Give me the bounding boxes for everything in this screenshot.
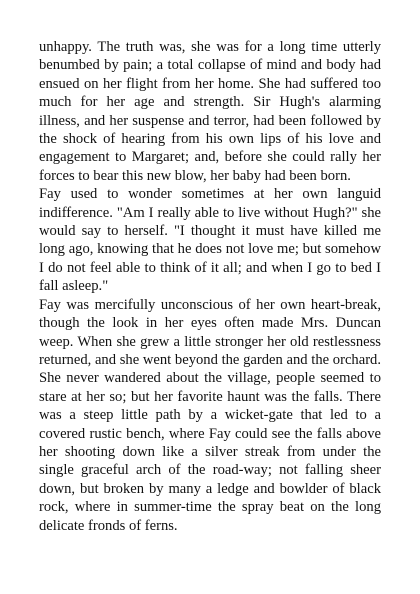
page-text (39, 38, 381, 535)
paragraph: unhappy. The truth was, she was for a long time utterly benumbed by pain; a total collapse of mind and body had ensued on her flight from her home. She had suffered too much for her age and strength. Sir Hugh's alarming illness, and her suspense and terror, had been followed by the shock of hearing from his own lips of his love and engagement to Margaret; and, before she could rally her forces to bear this new blow, her baby had been born. (39, 39, 381, 184)
paragraph: Fay used to wonder sometimes at her own languid indifference. "Am I really able to live without Hugh?" she would say to herself. "I thought it must have killed me long ago, knowing that he does not love me; but somehow I do not feel able to think of it all; and when I go to bed I fall asleep." (39, 186, 381, 295)
paragraph: Fay was mercifully unconscious of her own heart-break, though the look in her eyes often made Mrs. Duncan weep. When she grew a little stronger her old restlessness returned, and she went beyond the garden and the orchard. She never wandered about the village, people seemed to stare at her so; but her favorite haunt was the falls. There was a steep little path by a wicket-gate that led to a covered rustic bench, where Fay could see the falls above her shooting down like a silver streak from under the single graceful arch of the road-way; not falling sheer down, but broken by many a ledge and bowlder of black rock, where in summer-time the spray beat on the long delicate fronds of ferns. (39, 296, 381, 534)
